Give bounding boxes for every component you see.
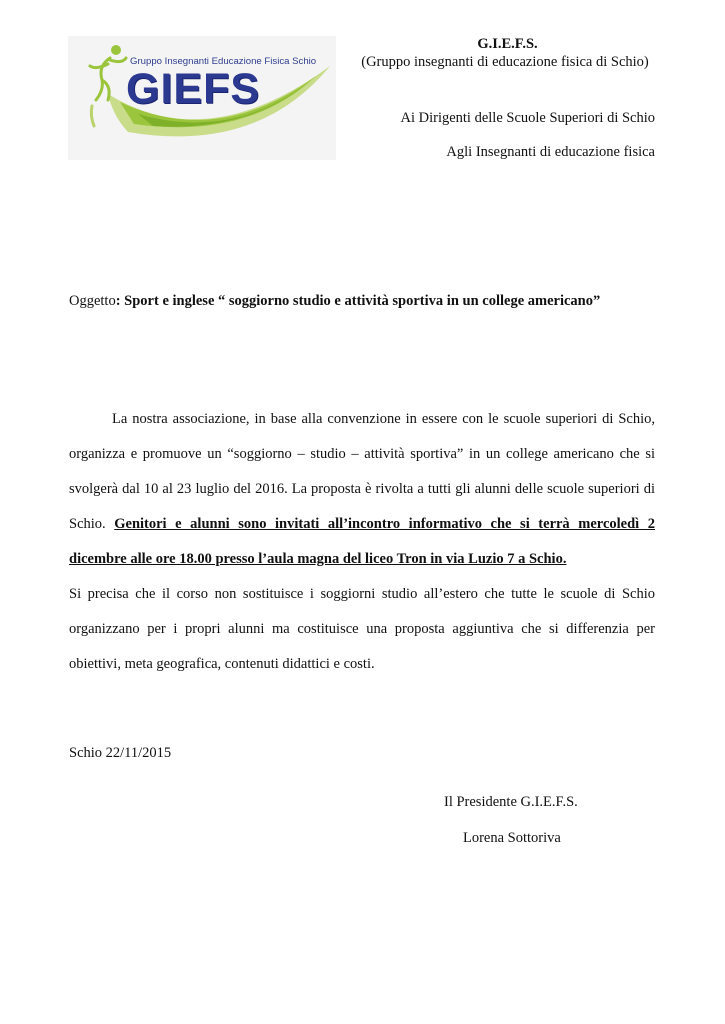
- body-paragraph-1: [69, 402, 655, 577]
- logo-wordmark: GIEFS: [126, 65, 261, 113]
- subject-line: [69, 293, 600, 310]
- meeting-invitation-text: Genitori e alunni sono invitati all’incontro informativo che si terrà mercoledì 2 dicembre alle ore 18.00 presso l’aula magna del liceo Tron in via Luzio 7 a Schio.: [69, 516, 656, 567]
- body-paragraph-1-text: La nostra associazione, in base alla convenzione in essere con le scuole superiori di Schio, organizza e promuove un “soggiorno – studio – attività sportiva” in un college americano che si svolgerà dal 10 al 23 luglio del 2016. La proposta è rivolta a tutti gli alunni delle scuole superiori di Schio.: [69, 411, 655, 532]
- giefs-logo: [68, 36, 336, 160]
- org-full-name: (Gruppo insegnanti di educazione fisica di Schio): [361, 54, 649, 70]
- body-paragraph-2: Si precisa che il corso non sostituisce i soggiorni studio all’estero che tutte le scuole di Schio organizzano per i propri alunni ma costituisce una proposta aggiuntiva che si differenzia per obiettivi, meta geografica, contenuti didattici e costi.: [69, 586, 655, 672]
- recipient-line-2: Agli Insegnanti di educazione fisica: [446, 144, 655, 160]
- org-acronym: G.I.E.F.S.: [477, 36, 538, 52]
- subject-label: Oggetto: [69, 293, 116, 309]
- recipient-line-1: Ai Dirigenti delle Scuole Superiori di Schio: [400, 110, 655, 126]
- letter-body: [69, 402, 655, 682]
- signature-role: Il Presidente G.I.E.F.S.: [444, 794, 578, 810]
- place-and-date: Schio 22/11/2015: [69, 745, 172, 761]
- logo-tagline: Gruppo Insegnanti Educazione Fisica Schio: [130, 56, 317, 67]
- subject-text: : Sport e inglese “ soggiorno studio e attività sportiva in un college americano”: [115, 293, 601, 309]
- signature-name: Lorena Sottoriva: [463, 830, 561, 846]
